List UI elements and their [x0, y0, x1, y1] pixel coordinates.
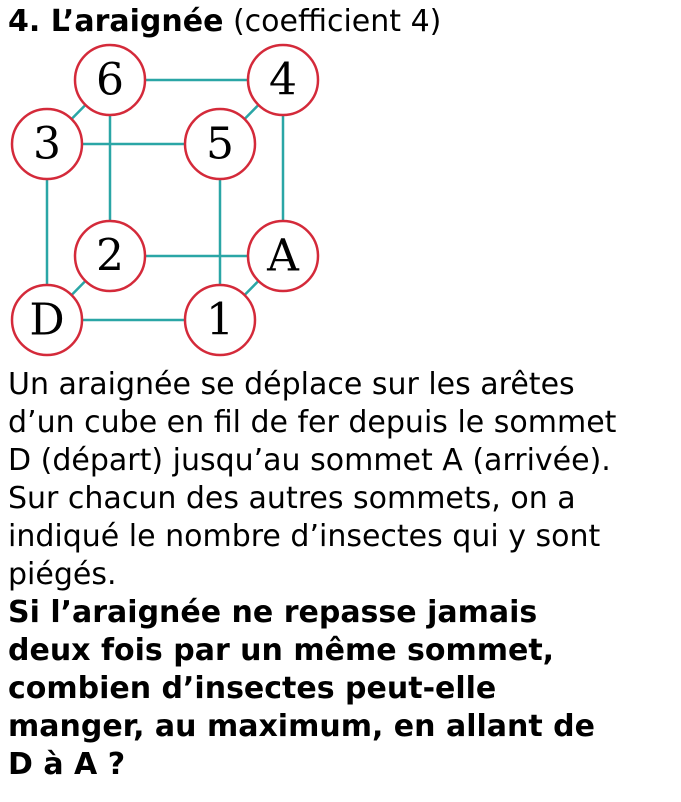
cube-diagram	[0, 0, 681, 360]
vertex-5	[185, 109, 255, 179]
vertex-A	[248, 221, 318, 291]
vertex-1-label: 1	[206, 294, 234, 346]
statement-line: D (départ) jusqu’au sommet A (arrivée).	[8, 443, 611, 478]
statement-line: indiqué le nombre d’insectes qui y sont	[8, 519, 601, 554]
question-line: D à A ?	[8, 747, 126, 782]
question-line: combien d’insectes peut-elle	[8, 671, 497, 706]
problem-statement	[8, 366, 676, 594]
statement-line: d’un cube en fil de fer depuis le sommet	[8, 405, 617, 440]
vertex-4	[248, 45, 318, 115]
vertex-D-label: D	[29, 294, 65, 346]
statement-line: piégés.	[8, 557, 117, 592]
vertex-D	[12, 285, 82, 355]
question-line: Si l’araignée ne repasse jamais	[8, 595, 538, 630]
problem-title-coefficient: (coefficient 4)	[223, 4, 442, 39]
vertex-3	[12, 109, 82, 179]
question-line: manger, au maximum, en allant de	[8, 709, 595, 744]
problem-question	[8, 594, 676, 784]
vertex-6	[75, 45, 145, 115]
problem-text	[8, 366, 676, 784]
vertex-3-label: 3	[33, 118, 61, 170]
statement-line: Sur chacun des autres sommets, on a	[8, 481, 576, 516]
statement-line: Un araignée se déplace sur les arêtes	[8, 367, 575, 402]
vertex-4-label: 4	[269, 54, 297, 106]
problem-title-bold: 4. L’araignée	[8, 4, 224, 39]
vertex-1	[185, 285, 255, 355]
question-line: deux fois par un même sommet,	[8, 633, 555, 668]
vertex-2-label: 2	[96, 230, 124, 282]
vertex-A-label: A	[267, 230, 299, 282]
vertex-2	[75, 221, 145, 291]
vertex-6-label: 6	[96, 54, 124, 106]
vertex-5-label: 5	[206, 118, 234, 170]
